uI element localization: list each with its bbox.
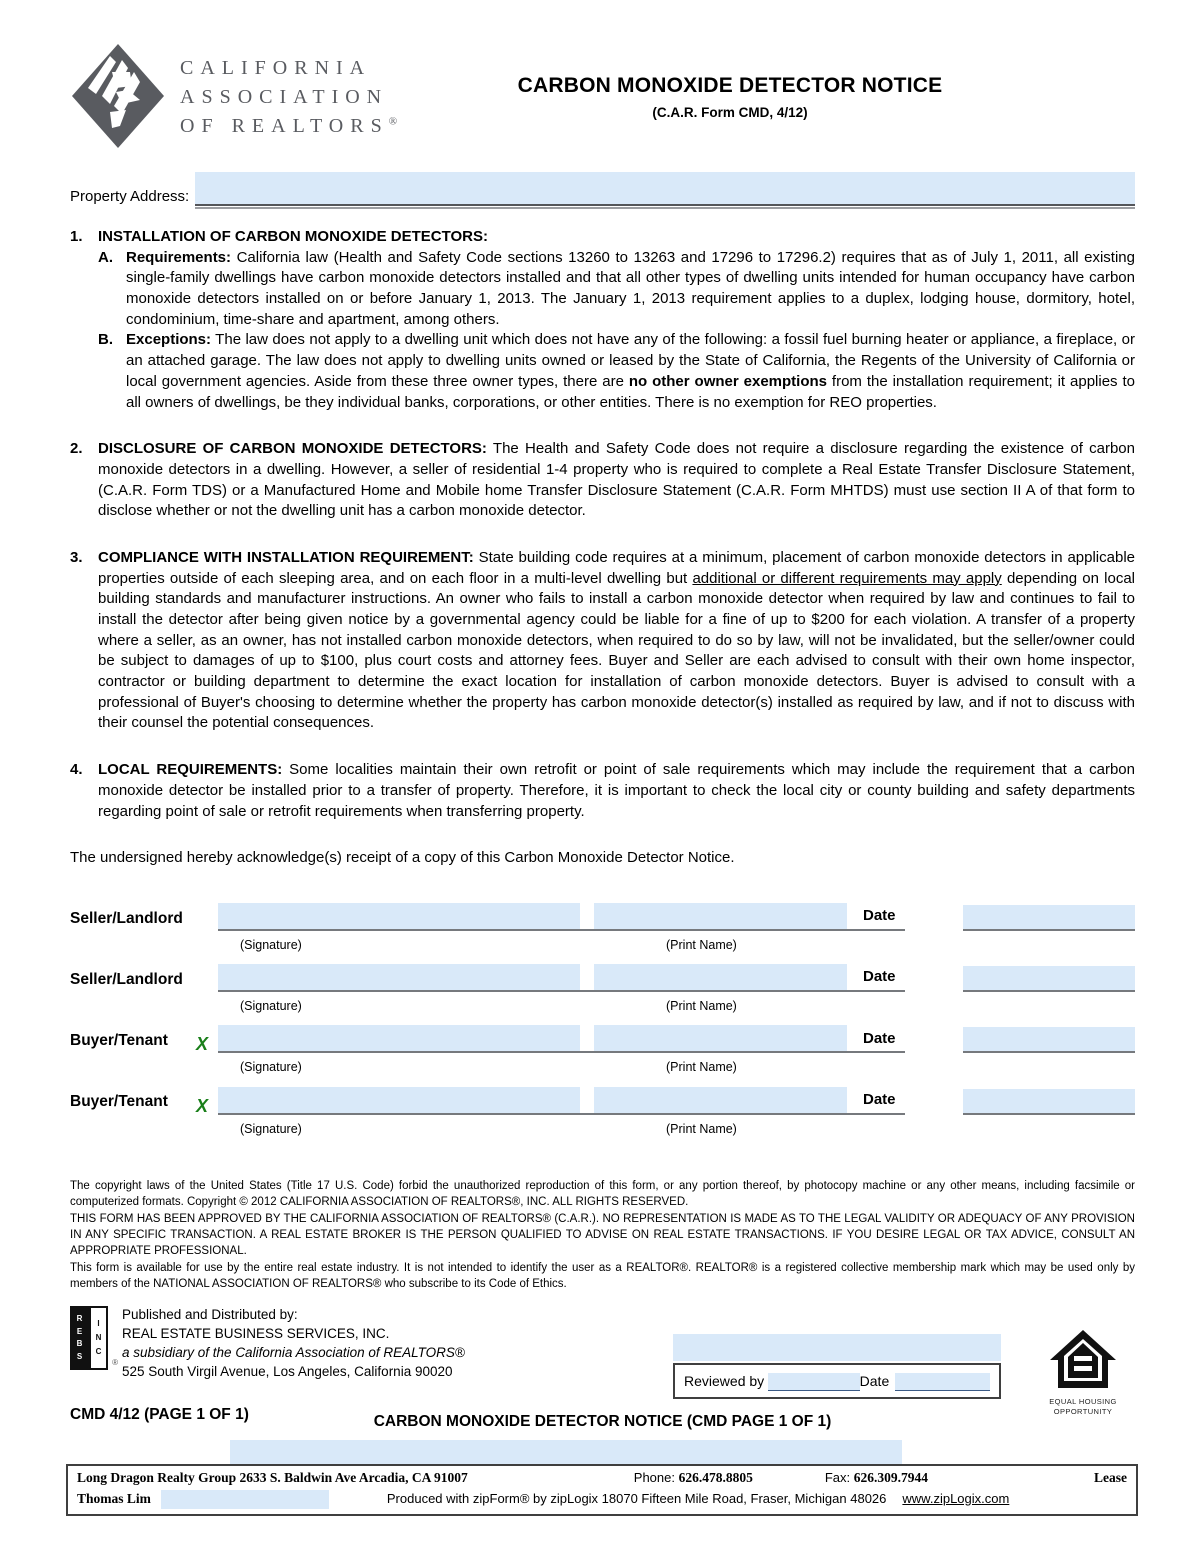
reviewed-by-label: Reviewed by (684, 1373, 765, 1390)
buyer1-date-input[interactable] (963, 1027, 1135, 1053)
local-requirements-lead: LOCAL REQUIREMENTS: (98, 761, 283, 779)
seller1-signature-input[interactable] (218, 903, 580, 929)
disclosure-body: The Health and Safety Code does not require a disclosure regarding the existence of carbon monoxide detectors in a dwelling. However, a seller of residential 1-4 property who is required to complete a Real Estate Transfer Disclosure Statement, (C.A.R. Form TDS) or a Manufactured Home and Mobile home Transfer Disclosure Statement (C.A.R. Form MHTDS) must use section II A of that form to disclose whether or not the dwelling unit has a carbon monoxide detector. (98, 440, 1135, 520)
publisher-text (122, 1306, 465, 1382)
seller2-signature-input[interactable] (218, 964, 580, 990)
seller1-print-name-input[interactable] (594, 903, 847, 929)
buyer1-signature-input[interactable] (218, 1025, 580, 1051)
buyer1-print-name-input[interactable] (594, 1025, 847, 1051)
logo-line-3: OF REALTORS® (180, 115, 398, 137)
disclosure-lead: DISCLOSURE OF CARBON MONOXIDE DETECTORS: (98, 440, 487, 458)
buyer2-signature-input[interactable] (218, 1087, 580, 1113)
form-code-subtitle: (C.A.R. Form CMD, 4/12) (652, 104, 808, 120)
publisher-subsidiary: a subsidiary of the California Association of REALTORS® (122, 1344, 465, 1360)
equal-housing-block (1031, 1330, 1135, 1425)
logo-line-1: CALIFORNIA (180, 57, 372, 79)
section-1-heading: INSTALLATION OF CARBON MONOXIDE DETECTORS: (98, 228, 488, 245)
reviewed-by-input[interactable] (768, 1373, 860, 1391)
page-tag: CMD 4/12 (PAGE 1 OF 1) (70, 1405, 249, 1423)
publisher-address: 525 South Virgil Avenue, Los Angeles, California 90020 (122, 1363, 453, 1379)
acknowledgement-line: The undersigned hereby acknowledge(s) receipt of a copy of this Carbon Monoxide Detector Notice. (70, 849, 735, 867)
logo-line-2: ASSOCIATION (180, 86, 389, 108)
copyright-paragraph: The copyright laws of the United States (Title 17 U.S. Code) forbid the unauthorized reproduction of this form, or any portion thereof, by photocopy machine or any other means, including facsimile or computerized formats. Copyright © 2012 CALIFORNIA ASSOCIATION OF REALTORS®, INC. ALL RIGHTS RESERVED. (70, 1179, 1135, 1209)
section-3: 3. COMPLIANCE WITH INSTALLATION REQUIREMENT: State building code requires at a minimum, placement of carbon monoxide detectors in applicable properties outside of each sleeping area, and on each floor in a multi-level dwelling but additional or different requirements may apply depending on local building standards and manufacturer instructions. An owner who fails to install a carbon monoxide detector when required by law and continues to fail to install the detector after being given notice by a governmental agency could be liable for a fine of up to $200 for each violation. A transfer of a property where a seller, as an owner, has not installed carbon monoxide detectors, when required to do so by law, will not be invalidated, but the seller/owner could be subject to damages of up to $100, plus court costs and attorney fees. Buyer and Seller are each advised to consult with their own home inspector, contractor or building department to determine the exact location for installation of carbon monoxide detectors. Buyer is advised to consult with a professional of Buyer's choosing to determine whether the property has carbon monoxide detector(s) installed as required by law, and if not to discuss with their counsel the potential consequences. (70, 548, 1136, 732)
exceptions-lead: Exceptions: (126, 331, 212, 349)
seller1-date-input[interactable] (963, 905, 1135, 931)
no-other-owner-exemptions: no other owner exemptions (628, 372, 827, 390)
additional-requirements-underline: additional or different requirements may apply (692, 569, 1002, 587)
print-name-caption: (Print Name) (666, 999, 737, 1014)
page-title: CARBON MONOXIDE DETECTOR NOTICE (517, 74, 943, 97)
ziplogix-link[interactable]: www.zipLogix.com (902, 1491, 1010, 1507)
publisher-name: REAL ESTATE BUSINESS SERVICES, INC. (122, 1326, 390, 1342)
broker-info-box (66, 1464, 1138, 1516)
legal-fine-print (70, 1178, 1135, 1292)
local-requirements-body: Some localities maintain their own retrofit or point of sale requirements which may include the requirement that a carbon monoxide detector be installed prior to a transfer of property. Therefore, it is important to check the local city or county building and safety departments regarding point of sale or retrofit requirements when transferring property. (98, 761, 1135, 820)
registered-mark: ® (388, 115, 398, 128)
print-name-caption: (Print Name) (666, 1060, 737, 1075)
print-name-caption: (Print Name) (666, 937, 737, 952)
broker-fax: Fax: 626.309.7944 (824, 1470, 929, 1486)
property-address-label: Property Address: (70, 188, 190, 206)
rebs-logo-icon: R E B S I N C ® (70, 1306, 108, 1370)
section-2: 2. DISCLOSURE OF CARBON MONOXIDE DETECTORS: The Health and Safety Code does not require a disclosure regarding the existence of carbon monoxide detectors in a dwelling. However, a seller of residential 1-4 property who is required to complete a Real Estate Transfer Disclosure Statement, (C.A.R. Form TDS) or a Manufactured Home and Mobile home Transfer Disclosure Statement (C.A.R. Form MHTDS) must use section II A of that form to disclose whether or not the dwelling unit has a carbon monoxide detector. (70, 440, 1135, 520)
section-1-number: 1. (70, 228, 83, 245)
equal-housing-caption: EQUAL HOUSING OPPORTUNITY (1049, 1396, 1117, 1416)
x-sign-here-mark: X (196, 1095, 209, 1116)
blank-field[interactable] (230, 1440, 902, 1464)
reviewed-date-input[interactable] (895, 1373, 990, 1391)
reviewed-date-label: Date (859, 1373, 890, 1390)
requirements-lead: Requirements: (126, 248, 232, 266)
signature-area (70, 903, 1135, 1138)
car-logo-icon (70, 42, 166, 157)
buyer2-date-input[interactable] (963, 1089, 1135, 1115)
signer-row-buyer-2: Buyer/Tenant X Date (70, 1087, 1135, 1115)
buyer2-print-name-input[interactable] (594, 1087, 847, 1113)
broker-agent-name: Thomas Lim (77, 1491, 151, 1507)
transaction-type-label: Lease (1094, 1470, 1127, 1486)
footer-title: CARBON MONOXIDE DETECTOR NOTICE (CMD PAGE 1 OF 1) (373, 1413, 832, 1431)
section-1a-requirements: A. Requirements: California law (Health and Safety Code sections 13260 to 13263 and 17296 to 17296.2) requires that as of July 1, 2011, all existing single-family dwellings have carbon monoxide detectors installed and that all other types of dwelling units intended for human occupancy have carbon monoxide detectors installed on or before January 1, 2013. The January 1, 2013 requirement applies to a duplex, lodging house, dormitory, hotel, condominium, time-share and apartment, among others. (98, 248, 1135, 328)
signature-caption: (Signature) (240, 1121, 302, 1136)
blank-field[interactable] (161, 1490, 329, 1509)
seller2-date-input[interactable] (963, 966, 1135, 992)
signature-caption: (Signature) (240, 999, 302, 1014)
publisher-cluster (70, 1306, 1135, 1425)
broker-office-info: Long Dragon Realty Group 2633 S. Baldwin Ave Arcadia, CA 91007 (77, 1470, 468, 1486)
blank-field[interactable] (673, 1334, 1001, 1361)
signer-row-seller-2: Seller/Landlord Date (70, 964, 1135, 992)
property-address-row (70, 172, 1135, 209)
print-name-caption: (Print Name) (666, 1121, 737, 1136)
signature-caption: (Signature) (240, 1060, 302, 1075)
equal-housing-icon (1050, 1375, 1116, 1392)
published-by-line: Published and Distributed by: (122, 1307, 298, 1323)
reviewed-by-box (673, 1363, 1001, 1399)
signature-caption: (Signature) (240, 937, 302, 952)
section-4: 4. LOCAL REQUIREMENTS: Some localities maintain their own retrofit or point of sale requirements which may include the requirement that a carbon monoxide detector be installed prior to a transfer of property. Therefore, it is important to check the local city or county building and safety departments regarding point of sale or retrofit requirements when transferring property. (70, 761, 1135, 820)
compliance-lead: COMPLIANCE WITH INSTALLATION REQUIREMENT: (98, 548, 474, 566)
produced-with-text: Produced with zipForm® by zipLogix 18070 Fifteen Mile Road, Fraser, Michigan 48026 (386, 1491, 887, 1507)
approval-paragraph: THIS FORM HAS BEEN APPROVED BY THE CALIFORNIA ASSOCIATION OF REALTORS® (C.A.R.). NO REPRESENTATION IS MADE AS TO THE LEGAL VALIDITY OR ADEQUACY OF ANY PROVISION IN ANY SPECIFIC TRANSACTION. A REAL ESTATE BROKER IS THE PERSON QUALIFIED TO ADVISE ON REAL ESTATE TRANSACTIONS. IF YOU DESIRE LEGAL OR TAX ADVICE, CONSULT AN APPROPRIATE PROFESSIONAL. (70, 1212, 1135, 1258)
realtor-mark-paragraph: This form is available for use by the entire real estate industry. It is not intended to identify the user as a REALTOR®. REALTOR® is a registered collective membership mark which may be used only by members of the NATIONAL ASSOCIATION OF REALTORS® who subscribe to its Code of Ethics. (70, 1261, 1135, 1290)
property-address-input[interactable] (195, 172, 1135, 206)
section-1b-exceptions: B. Exceptions: The law does not apply to a dwelling unit which does not have any of the following: a fossil fuel burning heater or appliance, a fireplace, or an attached garage. The law does not apply to dwelling units owned or leased by the State of California, the Regents of the University of California or local government agencies. Aside from these three owner types, there are no other owner exemptions from the installation requirement; it applies to all owners of dwellings, be they individual banks, corporations, or other entities. There is no exemption for REO properties. (98, 331, 1136, 411)
x-sign-here-mark: X (196, 1034, 209, 1055)
signer-row-seller-1: Seller/Landlord Date (70, 903, 1135, 931)
form-header (70, 42, 1135, 160)
requirements-body: California law (Health and Safety Code sections 13260 to 13263 and 17296 to 17296.2) requires that as of July 1, 2011, all existing single-family dwellings have carbon monoxide detectors installed and that all other types of dwelling units intended for human occupancy have carbon monoxide detectors installed on or before January 1, 2013. The January 1, 2013 requirement applies to a duplex, lodging house, dormitory, hotel, condominium, time-share and apartment, among others. (126, 248, 1135, 328)
section-1 (70, 227, 1135, 413)
broker-phone: Phone: 626.478.8805 (633, 1470, 753, 1486)
signer-row-buyer-1: Buyer/Tenant X Date (70, 1025, 1135, 1053)
seller2-print-name-input[interactable] (594, 964, 847, 990)
